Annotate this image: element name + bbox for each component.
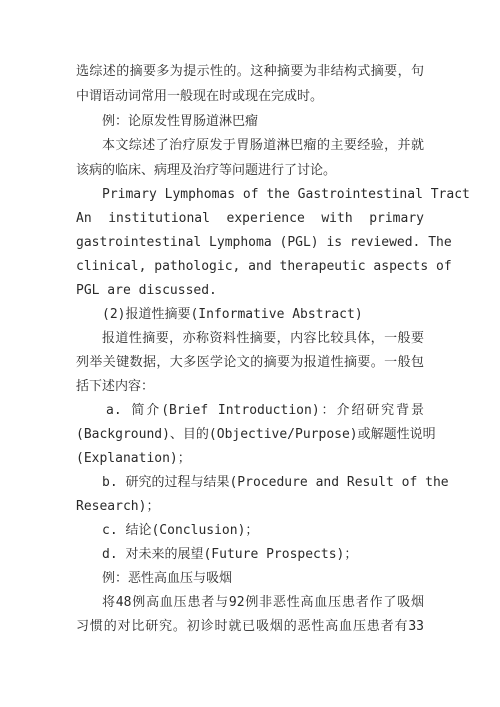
text-line: (Explanation)； bbox=[76, 451, 191, 466]
list-item-b: b. 研究的过程与结果(Procedure and Result of the bbox=[102, 475, 449, 490]
example-heading: 例：恶性高血压与吸烟 bbox=[102, 571, 233, 586]
text-line: gastrointestinal Lymphoma (PGL) is reviewed. The bbox=[76, 235, 452, 250]
english-title: Primary Lymphomas of the Gastrointestinal Tract bbox=[102, 187, 470, 202]
text-line: PGL are discussed. bbox=[76, 283, 217, 298]
text-line: 将48例高血压患者与92例非恶性高血压患者作了吸烟 bbox=[102, 595, 424, 610]
text-line: clinical, pathologic, and therapeutic aspects of bbox=[76, 259, 452, 274]
example-heading: 例：论原发性胃肠道淋巴瘤 bbox=[102, 114, 259, 129]
list-item-d: d. 对未来的展望(Future Prospects)； bbox=[102, 547, 358, 562]
text-line: 中谓语动词常用一般现在时或现在完成时。 bbox=[76, 89, 324, 104]
text-line: 列举关键数据，大多医学论文的摘要为报道性摘要。一般包 bbox=[76, 355, 424, 370]
list-item-a: a. 简介(Brief Introduction)：介绍研究背景 bbox=[106, 403, 424, 418]
text-line: 括下述内容： bbox=[76, 379, 155, 394]
text-line: Research)； bbox=[76, 499, 160, 514]
text-line: 选综述的摘要多为提示性的。这种摘要为非结构式摘要，句 bbox=[76, 64, 424, 79]
text-line: 本文综述了治疗原发于胃肠道淋巴瘤的主要经验，并就 bbox=[102, 138, 424, 153]
section-heading: (2)报道性摘要(Informative Abstract) bbox=[102, 307, 363, 322]
text-line: (Background)、目的(Objective/Purpose)或解题性说明 bbox=[76, 427, 436, 442]
text-line: 该病的临床、病理及治疗等问题进行了讨论。 bbox=[76, 163, 337, 178]
text-line: 报道性摘要，亦称资料性摘要，内容比较具体，一般要 bbox=[102, 331, 424, 346]
text-line: 习惯的对比研究。初诊时就已吸烟的恶性高血压患者有33 bbox=[76, 619, 424, 634]
list-item-c: c. 结论(Conclusion)； bbox=[102, 523, 259, 538]
text-line: An institutional experience with primary bbox=[76, 211, 424, 226]
